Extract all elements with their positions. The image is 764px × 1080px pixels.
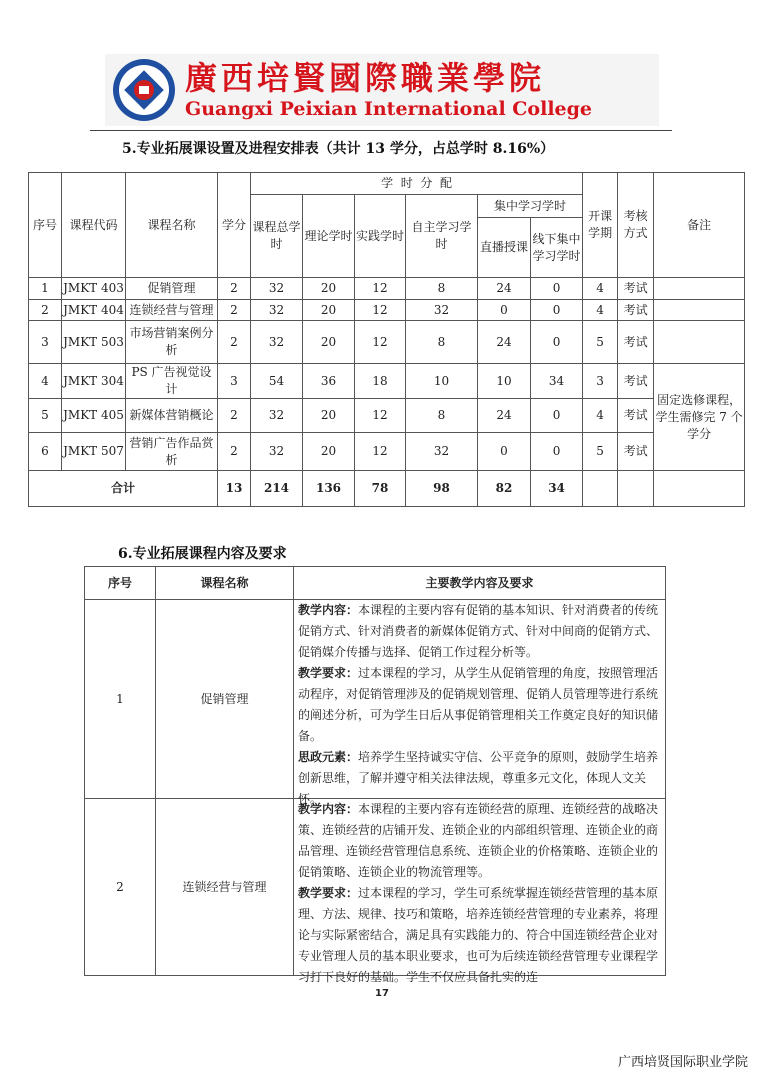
cell-name: 促销管理 <box>126 278 218 300</box>
cell-offline: 0 <box>531 399 583 433</box>
cell-practice: 12 <box>355 399 406 433</box>
total-credit: 13 <box>218 471 251 507</box>
cell-total: 32 <box>251 300 303 321</box>
cell-offline: 0 <box>531 300 583 321</box>
cell-practice: 12 <box>355 433 406 471</box>
cell-code: JMKT 507 <box>62 433 126 471</box>
cell-theory: 36 <box>303 364 355 399</box>
cell-name: 促销管理 <box>156 600 294 799</box>
cell-semester: 4 <box>583 399 618 433</box>
cell-live: 0 <box>478 433 531 471</box>
cell-practice: 12 <box>355 278 406 300</box>
total-exam <box>618 471 654 507</box>
cell-exam: 考试 <box>618 278 654 300</box>
cell-live: 10 <box>478 364 531 399</box>
cell-exam: 考试 <box>618 364 654 399</box>
page-number: 17 <box>375 988 389 999</box>
logo-english-name: Guangxi Peixian International College <box>185 98 592 120</box>
table-row <box>29 278 745 300</box>
course-schedule-table <box>28 172 745 507</box>
cell-self: 32 <box>406 300 478 321</box>
cell-seq: 6 <box>29 433 62 471</box>
total-live: 82 <box>478 471 531 507</box>
content-paragraph: 教学内容：本课程的主要内容有促销的基本知识、针对消费者的传统促销方式、针对消费者的新媒体促销方式、针对中间商的促销方式、促销媒介传播与选择、促销工作过程分析等。 <box>298 603 659 659</box>
cell-offline: 0 <box>531 433 583 471</box>
cell-code: JMKT 503 <box>62 321 126 364</box>
cell-total: 32 <box>251 278 303 300</box>
college-logo-banner <box>105 54 659 126</box>
cell-total: 32 <box>251 433 303 471</box>
content-paragraph: 教学内容：本课程的主要内容有连锁经营的原理、连锁经营的战略决策、连锁经营的店铺开发、连锁企业的内部组织管理、连锁企业的商品管理、连锁经营管理信息系统、连锁企业的价格策略、连锁企业的促销策略、连锁企业的物流管理等。 <box>298 802 659 879</box>
total-offline: 34 <box>531 471 583 507</box>
cell-code: JMKT 403 <box>62 278 126 300</box>
cell-elective-note: 固定选修课程，学生需修完 7 个学分 <box>654 364 745 471</box>
cell-credit: 2 <box>218 300 251 321</box>
cell-seq: 5 <box>29 399 62 433</box>
cell-theory: 20 <box>303 433 355 471</box>
cell-name: 连锁经营与管理 <box>156 799 294 976</box>
header-credit: 学分 <box>218 173 251 278</box>
header-note: 备注 <box>654 173 745 278</box>
cell-name: 市场营销案例分析 <box>126 321 218 364</box>
cell-content <box>294 600 666 806</box>
header-code: 课程代码 <box>62 173 126 278</box>
cell-live: 24 <box>478 321 531 364</box>
cell-live: 24 <box>478 399 531 433</box>
header-concentrated: 集中学习学时 <box>478 195 583 218</box>
cell-offline: 0 <box>531 278 583 300</box>
cell-practice: 18 <box>355 364 406 399</box>
section6-title: 6.专业拓展课程内容及要求 <box>118 546 287 562</box>
cell-credit: 2 <box>218 321 251 364</box>
cell-live: 24 <box>478 278 531 300</box>
cell-name: 新媒体营销概论 <box>126 399 218 433</box>
cell-live: 0 <box>478 300 531 321</box>
section5-title: 5.专业拓展课设置及进程安排表（共计 13 学分，占总学时 8.16%） <box>122 141 555 157</box>
cell-seq: 3 <box>29 321 62 364</box>
cell-theory: 20 <box>303 321 355 364</box>
header-offline: 线下集中学习学时 <box>531 218 583 278</box>
cell-credit: 2 <box>218 278 251 300</box>
cell-semester: 3 <box>583 364 618 399</box>
content-paragraph: 思政元素：培养学生坚持诚实守信、公平竞争的原则，鼓励学生培养创新思维，了解并遵守相关法律法规，尊重多元文化，体现人文关怀。 <box>298 750 659 806</box>
cell-exam: 考试 <box>618 399 654 433</box>
total-note <box>654 471 745 507</box>
header-name: 课程名称 <box>126 173 218 278</box>
cell-code: JMKT 304 <box>62 364 126 399</box>
cell-self: 10 <box>406 364 478 399</box>
cell-semester: 5 <box>583 433 618 471</box>
cell-practice: 12 <box>355 321 406 364</box>
cell-self: 8 <box>406 278 478 300</box>
cell-self: 8 <box>406 399 478 433</box>
header-seq: 序号 <box>85 567 156 600</box>
footer-college-name: 广西培贤国际职业学院 <box>618 1055 749 1070</box>
header-hours-group: 学 时 分 配 <box>251 173 583 195</box>
header-seq: 序号 <box>29 173 62 278</box>
cell-note <box>654 321 745 364</box>
cell-credit: 3 <box>218 364 251 399</box>
cell-credit: 2 <box>218 399 251 433</box>
cell-name: 营销广告作品赏析 <box>126 433 218 471</box>
cell-note <box>654 300 745 321</box>
cell-practice: 12 <box>355 300 406 321</box>
cell-semester: 5 <box>583 321 618 364</box>
table-row <box>85 600 666 799</box>
total-practice: 78 <box>355 471 406 507</box>
header-self: 自主学习学时 <box>406 195 478 278</box>
cell-total: 54 <box>251 364 303 399</box>
header-practice: 实践学时 <box>355 195 406 278</box>
table-row <box>29 399 745 433</box>
cell-semester: 4 <box>583 278 618 300</box>
cell-note <box>654 278 745 300</box>
cell-credit: 2 <box>218 433 251 471</box>
table-row <box>29 433 745 471</box>
header-total: 课程总学时 <box>251 195 303 278</box>
header-theory: 理论学时 <box>303 195 355 278</box>
cell-name: 连锁经营与管理 <box>126 300 218 321</box>
cell-seq: 2 <box>29 300 62 321</box>
cell-seq: 4 <box>29 364 62 399</box>
cell-total: 32 <box>251 321 303 364</box>
cell-theory: 20 <box>303 278 355 300</box>
total-label: 合计 <box>29 471 218 507</box>
college-seal-icon <box>113 59 175 121</box>
cell-total: 32 <box>251 399 303 433</box>
table-row <box>29 364 745 399</box>
total-theory: 136 <box>303 471 355 507</box>
cell-name: PS 广告视觉设计 <box>126 364 218 399</box>
header-exam: 考核方式 <box>618 173 654 278</box>
table-row <box>29 300 745 321</box>
header-divider <box>90 130 672 131</box>
cell-seq: 2 <box>85 799 156 976</box>
total-row <box>29 471 745 507</box>
cell-code: JMKT 405 <box>62 399 126 433</box>
content-paragraph: 教学要求：过本课程的学习，从学生从促销管理的角度，按照管理活动程序，对促销管理涉及的促销规划管理、促销人员管理等进行系统的阐述分析，可为学生日后从事促销管理相关工作奠定良好的知识储备。 <box>298 666 659 743</box>
cell-exam: 考试 <box>618 433 654 471</box>
course-content-table <box>84 566 666 984</box>
total-hours: 214 <box>251 471 303 507</box>
cell-exam: 考试 <box>618 300 654 321</box>
cell-seq: 1 <box>85 600 156 799</box>
header-live: 直播授课 <box>478 218 531 278</box>
cell-offline: 0 <box>531 321 583 364</box>
table-row <box>29 321 745 364</box>
cell-content <box>294 799 666 984</box>
header-content: 主要教学内容及要求 <box>294 567 666 600</box>
header-name: 课程名称 <box>156 567 294 600</box>
cell-self: 32 <box>406 433 478 471</box>
cell-code: JMKT 404 <box>62 300 126 321</box>
cell-offline: 34 <box>531 364 583 399</box>
content-paragraph: 教学要求：过本课程的学习，学生可系统掌握连锁经营管理的基本原理、方法、规律、技巧和策略，培养连锁经营管理的专业素养，将理论与实际紧密结合，满足具有实践能力的、符合中国连锁经营企业对专业管理人员的基本职业要求，也可为后续连锁经营管理专业课程学习打下良好的基础。学生不仅应具备扎实的连 <box>298 886 659 984</box>
cell-theory: 20 <box>303 399 355 433</box>
table-row <box>85 799 666 976</box>
cell-seq: 1 <box>29 278 62 300</box>
cell-theory: 20 <box>303 300 355 321</box>
total-self: 98 <box>406 471 478 507</box>
header-semester: 开课学期 <box>583 173 618 278</box>
total-semester <box>583 471 618 507</box>
logo-chinese-name: 廣西培賢國際職業學院 <box>185 59 546 97</box>
cell-exam: 考试 <box>618 321 654 364</box>
cell-self: 8 <box>406 321 478 364</box>
cell-semester: 4 <box>583 300 618 321</box>
